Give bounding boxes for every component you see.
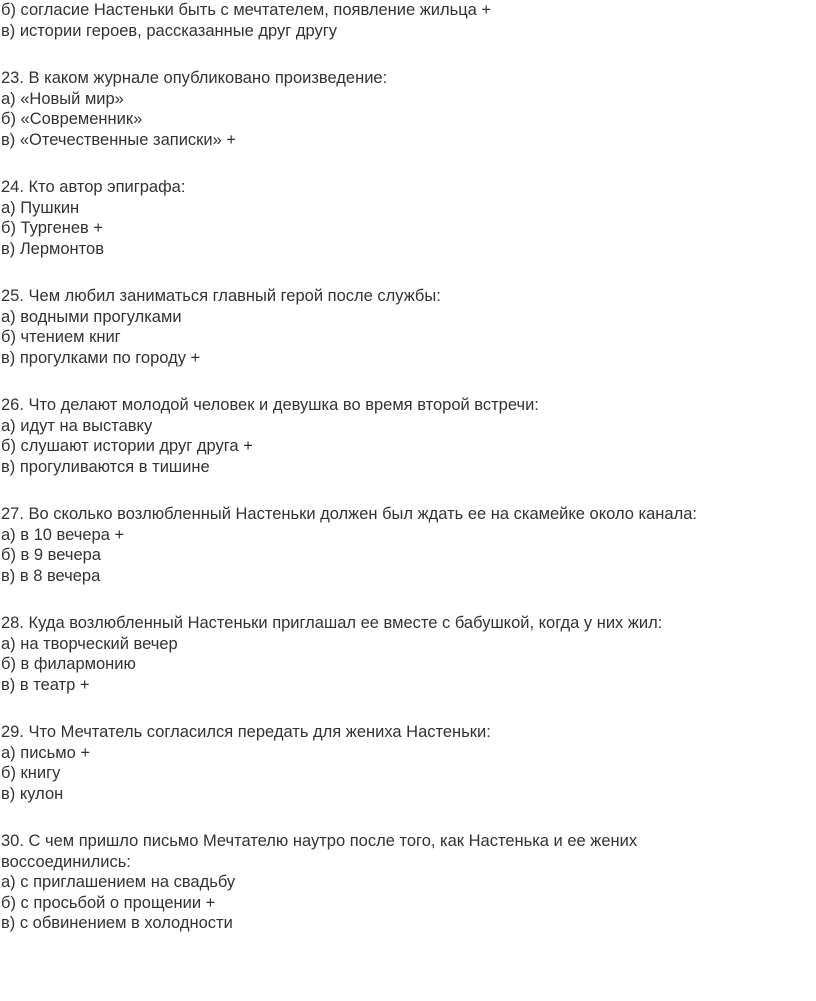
question-24 — [1, 177, 816, 259]
question-text: 28. Куда возлюбленный Настеньки приглашал ее вместе с бабушкой, когда у них жил: — [1, 614, 663, 632]
answer-option: в) кулон — [1, 784, 64, 803]
spacer — [1, 695, 816, 722]
answer-option: а) водными прогулками — [1, 307, 182, 326]
answer-option: а) в 10 вечера + — [1, 525, 125, 544]
spacer — [1, 259, 816, 286]
question-27 — [1, 504, 816, 586]
answer-option: б) в 9 вечера — [1, 546, 101, 564]
answer-option: а) на творческий вечер — [1, 634, 178, 653]
answer-option: в) в театр + — [1, 675, 90, 694]
spacer — [1, 41, 816, 68]
spacer — [1, 477, 816, 504]
spacer — [1, 150, 816, 177]
answer-option: в) «Отечественные записки» + — [1, 130, 237, 149]
intro-line: в) истории героев, рассказанные друг другу — [1, 21, 337, 40]
question-text: 25. Чем любил заниматься главный герой после службы: — [1, 287, 441, 305]
answer-option: б) чтением книг — [1, 328, 121, 346]
answer-option: а) Пушкин — [1, 198, 80, 217]
question-text: 27. Во сколько возлюбленный Настеньки должен был ждать ее на скамейке около канала: — [1, 505, 697, 523]
answer-option: в) Лермонтов — [1, 239, 104, 258]
answer-option: в) с обвинением в холодности — [1, 914, 233, 932]
answer-option: а) письмо + — [1, 743, 90, 762]
answer-option: а) «Новый мир» — [1, 89, 124, 108]
question-text: воссоединились: — [1, 852, 131, 871]
answer-option: а) идут на выставку — [1, 416, 153, 435]
answer-option: в) прогулками по городу + — [1, 348, 201, 367]
answer-option: б) слушают истории друг друга + — [1, 437, 253, 455]
spacer — [1, 804, 816, 831]
question-28 — [1, 613, 816, 695]
answer-option: б) с просьбой о прощении + — [1, 893, 216, 912]
answer-option: а) с приглашением на свадьбу — [1, 873, 236, 891]
question-text: 30. С чем пришло письмо Мечтателю наутро после того, как Настенька и ее жених — [1, 832, 638, 850]
answer-option: б) «Современник» — [1, 110, 143, 128]
answer-option: б) Тургенев + — [1, 219, 104, 237]
spacer — [1, 368, 816, 395]
answer-option: б) книгу — [1, 764, 61, 782]
question-26 — [1, 395, 816, 477]
question-29 — [1, 722, 816, 804]
question-text: 24. Кто автор эпиграфа: — [1, 178, 186, 196]
answer-option: в) в 8 вечера — [1, 566, 101, 585]
answer-option: в) прогуливаются в тишине — [1, 457, 210, 476]
question-text: 29. Что Мечтатель согласился передать для жениха Настеньки: — [1, 723, 491, 741]
intro-line: б) согласие Настеньки быть с мечтателем, появление жильца + — [1, 1, 492, 19]
question-23 — [1, 68, 816, 150]
spacer — [1, 586, 816, 613]
question-text: 23. В каком журнале опубликовано произведение: — [1, 69, 388, 87]
question-30 — [1, 831, 816, 934]
intro-block — [1, 0, 816, 41]
question-text: 26. Что делают молодой человек и девушка во время второй встречи: — [1, 396, 539, 414]
answer-option: б) в филармонию — [1, 655, 136, 673]
question-25 — [1, 286, 816, 368]
